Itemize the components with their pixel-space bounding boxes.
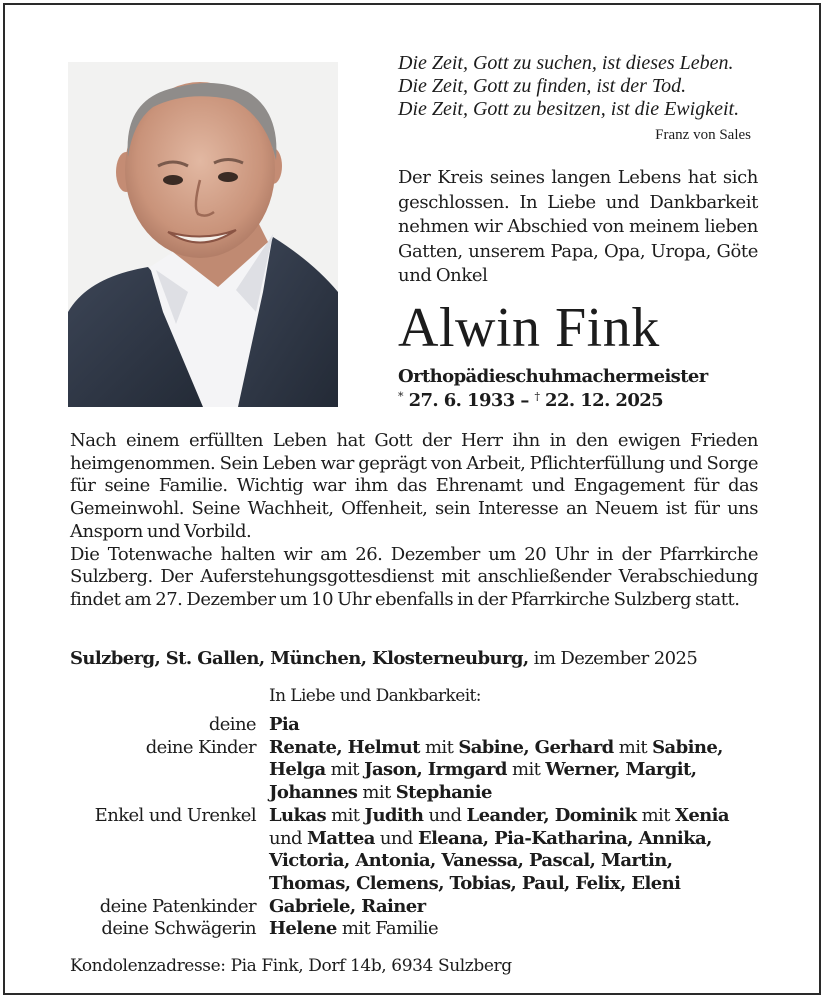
- mourner-row: [70, 805, 770, 896]
- quote-author: Franz von Sales: [655, 127, 751, 143]
- connector: mit: [330, 759, 359, 781]
- mourner-name: Thomas, Clemens, Tobias, Paul, Felix, Eleni: [269, 872, 681, 894]
- mourner-name: Mattea: [307, 827, 375, 849]
- mourner-name: Leander, Dominik: [466, 804, 637, 826]
- connector: mit: [641, 804, 670, 826]
- thanks-heading: In Liebe und Dankbarkeit:: [269, 686, 481, 706]
- death-symbol: †: [534, 390, 540, 403]
- connector: und: [379, 827, 413, 849]
- mourner-name: Werner, Margit,: [545, 759, 697, 781]
- mourner-name: Sabine, Gerhard: [458, 736, 614, 758]
- relation-label: deine Schwägerin: [101, 918, 256, 940]
- deceased-profession: Orthopädieschuhmachermeister: [398, 366, 708, 387]
- mourner-name: Lukas: [269, 804, 327, 826]
- relation-label: deine Kinder: [145, 736, 256, 758]
- obituary-body: [70, 430, 758, 612]
- mourner-row: [70, 737, 770, 805]
- mourner-name: Gabriele, Rainer: [269, 895, 426, 917]
- locations: Sulzberg, St. Gallen, München, Klosterneuburg,: [70, 648, 529, 669]
- relation-label: Enkel und Urenkel: [94, 804, 256, 826]
- connector: mit: [331, 804, 360, 826]
- quote: [398, 52, 770, 121]
- mourner-row: [70, 896, 770, 919]
- mourner-name: Xenia: [674, 804, 729, 826]
- date-separator: –: [520, 390, 529, 411]
- mourner-name: Pia: [269, 714, 300, 735]
- mourner-name: Helga: [269, 759, 326, 781]
- mourners-list: [70, 714, 770, 941]
- mourner-name: Jason, Irmgard: [364, 759, 507, 781]
- life-dates: [398, 390, 663, 411]
- connector: und: [269, 827, 302, 849]
- mourner-name: Judith: [364, 804, 424, 826]
- mourner-name: Johannes: [269, 782, 358, 804]
- deceased-name: Alwin Fink: [398, 297, 660, 359]
- quote-line: Die Zeit, Gott zu besitzen, ist die Ewigkeit.: [398, 98, 740, 120]
- mourner-name: Eleana, Pia-Katharina, Annika,: [417, 827, 712, 849]
- birth-symbol: *: [398, 390, 403, 403]
- connector: mit: [362, 782, 391, 804]
- mourner-row: [70, 918, 770, 941]
- mourner-row: [70, 714, 770, 737]
- body-paragraph: Die Totenwache halten wir am 26. Dezember um 20 Uhr in der Pfarrkirche Sulzberg. Der Auferstehungsgottesdienst mit anschließender Verabschiedung findet am 27. Dezember um 10 Uhr ebenfalls in der Pfarrkirche Sulzberg statt.: [70, 543, 758, 610]
- connector: und: [428, 804, 462, 826]
- birth-date: 27. 6. 1933: [408, 390, 515, 411]
- mourner-name: Renate, Helmut: [269, 736, 420, 758]
- quote-line: Die Zeit, Gott zu suchen, ist dieses Leben.: [398, 52, 734, 74]
- places-and-date: [70, 648, 697, 669]
- connector: mit: [424, 736, 454, 758]
- quote-line: Die Zeit, Gott zu finden, ist der Tod.: [398, 75, 687, 97]
- relation-label: deine Patenkinder: [99, 895, 256, 917]
- mourner-name: Helene: [269, 918, 337, 940]
- body-paragraph: Nach einem erfüllten Leben hat Gott der Herr ihn in den ewigen Frieden heimgenommen. Sein Leben war geprägt von Arbeit, Pflichterfüllung und Sorge für seine Familie. Wichtig war ihm das Ehrenamt und Engagement für das Gemeinwohl. Seine Wachheit, Offenheit, sein Interesse an Neuem ist für uns Ansporn und Vorbild.: [70, 430, 758, 542]
- connector: mit: [618, 736, 648, 758]
- relation-label: deine: [208, 714, 256, 735]
- condolence-address: Kondolenzadresse: Pia Fink, Dorf 14b, 6934 Sulzberg: [70, 956, 512, 976]
- portrait-photo: [68, 62, 338, 407]
- death-date: 22. 12. 2025: [545, 390, 664, 411]
- notice-date: im Dezember 2025: [533, 648, 698, 669]
- mourner-name: Sabine,: [652, 736, 723, 758]
- intro-text: Der Kreis seines langen Lebens hat sich geschlossen. In Liebe und Dankbarkeit nehmen wir Abschied von meinem lieben Gatten, unserem Papa, Opa, Uropa, Göte und Onkel: [398, 167, 758, 286]
- mourner-name: Stephanie: [395, 782, 492, 804]
- mourner-name: Victoria, Antonia, Vanessa, Pascal, Martin,: [269, 850, 673, 872]
- connector: mit: [512, 759, 541, 781]
- connector: mit Familie: [341, 918, 438, 940]
